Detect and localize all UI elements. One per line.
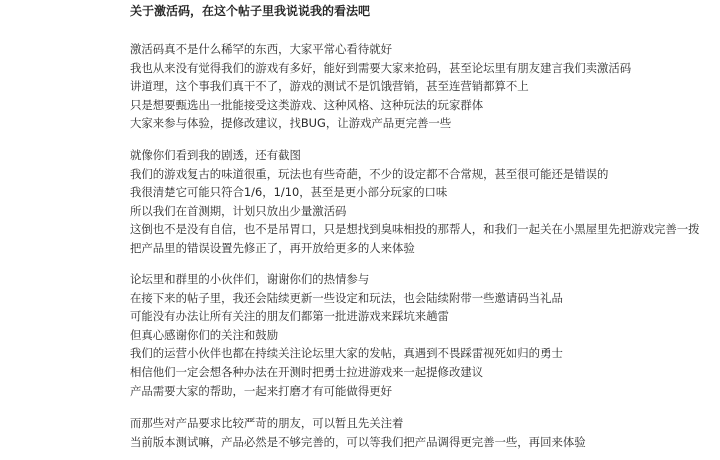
text-line: 大家来参与体验，提修改建议，找BUG，让游戏产品更完善一些: [130, 116, 452, 131]
paragraph-3: [130, 270, 563, 400]
paragraph-1: [130, 40, 631, 133]
text-line: 我很清楚它可能只符合1/6，1/10，甚至是更小部分玩家的口味: [130, 185, 448, 200]
text-line: 讲道理，这个事我们真干不了，游戏的测试不是饥饿营销，甚至连营销都算不上: [130, 79, 529, 94]
paragraph-2: [130, 146, 700, 258]
text-line: 我们的运营小伙伴也都在持续关注论坛里大家的发帖，真遇到不畏踩雷视死如归的勇士: [130, 346, 563, 361]
text-line: 而那些对产品要求比较严苛的朋友，可以暂且先关注着: [130, 416, 404, 430]
text-line: 产品需要大家的帮助，一起来打磨才有可能做得更好: [130, 383, 392, 398]
text-line: 但真心感谢你们的关注和鼓励: [130, 327, 279, 342]
text-line: 这倒也不是没有自信，也不是吊胃口，只是想找到臭味相投的那帮人，和我们一起关在小黑屋里先把游戏完善一拨: [130, 222, 700, 237]
text-line: 相信他们一定会想各种办法在开测时把勇士拉进游戏来一起提修改建议: [130, 364, 484, 379]
paragraph-4: [130, 414, 586, 451]
text-line: 我也从来没有觉得我们的游戏有多好，能好到需要大家来抢码，甚至论坛里有朋友建言我们卖激活码: [130, 60, 632, 75]
text-line: 可能没有办法让所有关注的朋友们都第一批进游戏来踩坑来趟雷: [130, 309, 449, 324]
text-line: 在接下来的帖子里，我还会陆续更新一些设定和玩法，也会陆续附带一些邀请码当礼品: [130, 290, 563, 305]
text-line: 我们的游戏复古的味道很重，玩法也有些奇葩，不少的设定都不合常规，甚至很可能还是错误的: [130, 166, 609, 181]
text-line: 论坛里和群里的小伙伴们，谢谢你们的热情参与: [130, 272, 370, 286]
text-line: 就像你们看到我的剧透，还有截图: [130, 148, 301, 162]
text-line: 把产品里的错误设置先修正了，再开放给更多的人来体验: [130, 240, 415, 255]
post-title: 关于激活码，在这个帖子里我说说我的看法吧: [130, 4, 371, 18]
text-line: 激活码真不是什么稀罕的东西，大家平常心看待就好: [130, 42, 392, 56]
text-line: 当前版本测试嘛，产品必然是不够完善的，可以等我们把产品调得更完善一些，再回来体验: [130, 434, 586, 449]
text-line: 只是想要甄选出一批能接受这类游戏、这种风格、这种玩法的玩家群体: [130, 97, 484, 112]
text-line: 所以我们在首测期，计划只放出少量激活码: [130, 203, 347, 218]
